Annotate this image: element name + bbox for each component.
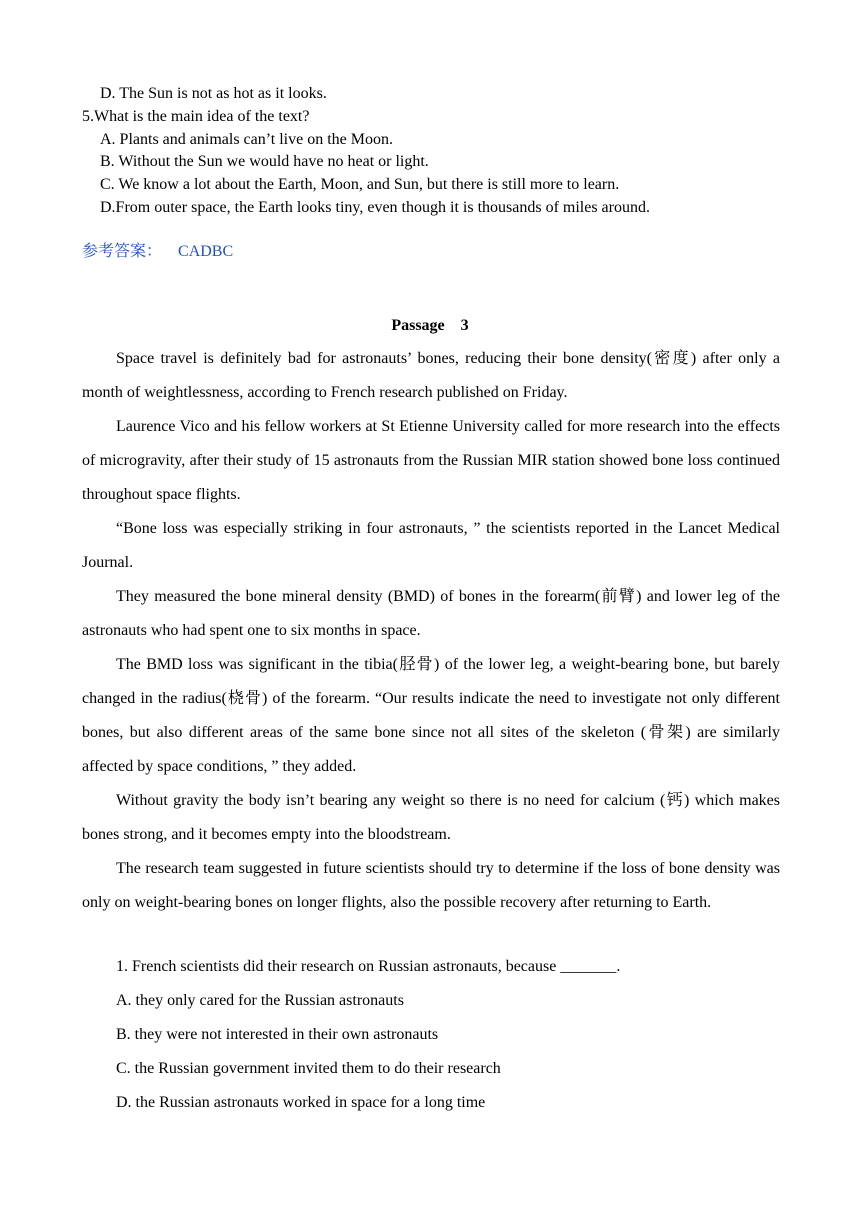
question-1-option-c: C. the Russian government invited them to do their research: [116, 1060, 501, 1077]
question-1-prompt: 1. French scientists did their research on Russian astronauts, because _______.: [116, 958, 621, 975]
question-5-option-c: C. We know a lot about the Earth, Moon, and Sun, but there is still more to learn.: [100, 176, 620, 193]
answer-key: [82, 242, 233, 262]
passage-paragraph: Laurence Vico and his fellow workers at St Etienne University called for more research into the effects of microgravity, after their study of 15 astronauts from the Russian MIR station showed bone loss continued throughout space flights.: [82, 418, 780, 503]
passage-paragraph: Without gravity the body isn’t bearing any weight so there is no need for calcium (钙) which makes bones strong, and it becomes empty into the bloodstream.: [82, 792, 781, 843]
passage-body: [82, 342, 780, 920]
question-1-option-d: D. the Russian astronauts worked in space for a long time: [116, 1094, 486, 1111]
passage-paragraph: Space travel is definitely bad for astronauts’ bones, reducing their bone density(密度) after only a month of weightlessness, according to French research published on Friday.: [82, 350, 780, 401]
passage-paragraph: They measured the bone mineral density (BMD) of bones in the forearm(前臂) and lower leg of the astronauts who had spent one to six months in space.: [82, 588, 780, 639]
passage-paragraph: The BMD loss was significant in the tibia(胫骨) of the lower leg, a weight-bearing bone, but barely changed in the radius(桡骨) of the forearm. “Our results indicate the need to investigate not only different bones, but also different areas of the same bone since not all sites of the skeleton (骨架) are similarly affected by space conditions, ” they added.: [82, 656, 780, 775]
passage-title: Passage 3: [391, 317, 469, 334]
question-5-option-b: B. Without the Sun we would have no heat or light.: [100, 153, 429, 170]
passage-paragraph: “Bone loss was especially striking in four astronauts, ” the scientists reported in the Lancet Medical Journal.: [82, 520, 780, 571]
answer-value: CADBC: [178, 243, 234, 260]
question-1-option-b: B. they were not interested in their own astronauts: [116, 1026, 439, 1043]
question-5-option-a: A. Plants and animals can’t live on the Moon.: [100, 131, 393, 148]
prev-option-d: D. The Sun is not as hot as it looks.: [100, 85, 327, 102]
question-5-prompt: 5.What is the main idea of the text?: [82, 108, 310, 125]
passage-paragraph: The research team suggested in future scientists should try to determine if the loss of bone density was only on weight-bearing bones on longer flights, also the possible recovery after returning to Earth.: [82, 860, 780, 911]
question-5-option-d: D.From outer space, the Earth looks tiny, even though it is thousands of miles around.: [100, 199, 650, 216]
answer-label: 参考答案：: [82, 243, 163, 260]
question-1-option-a: A. they only cared for the Russian astronauts: [116, 992, 404, 1009]
